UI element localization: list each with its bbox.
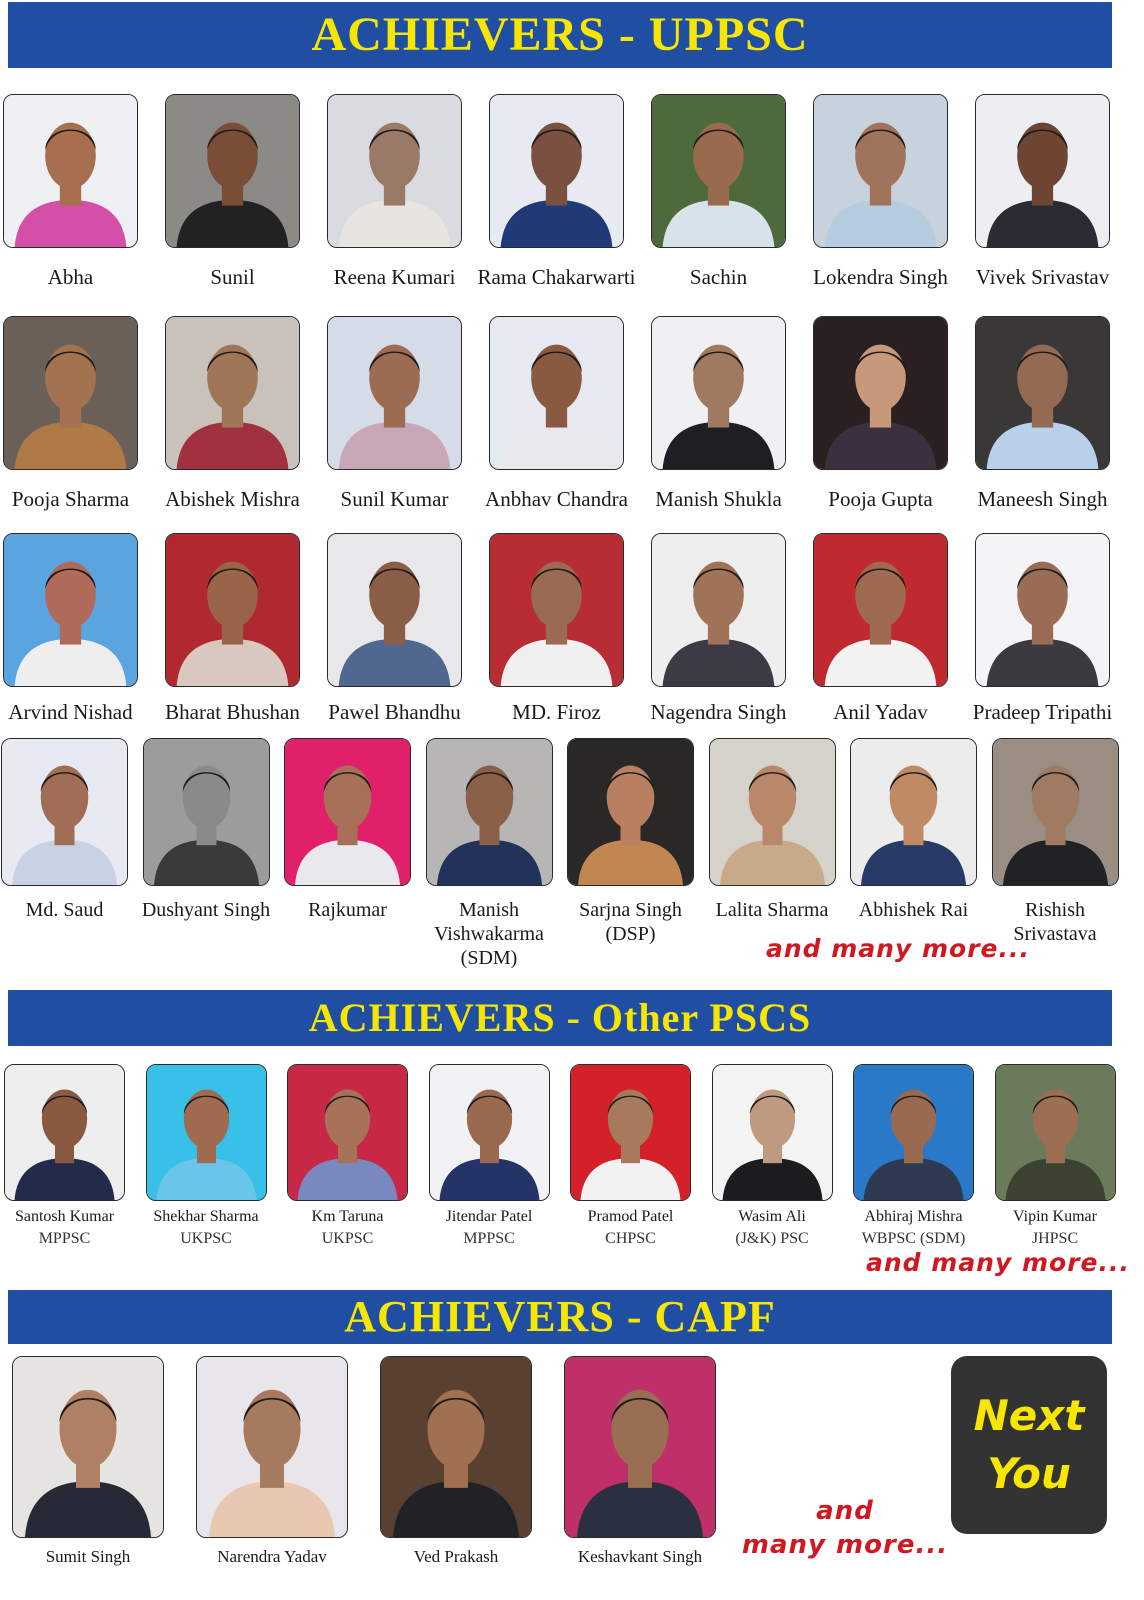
achiever-card <box>429 1064 550 1266</box>
achiever-name-text: Manish <box>459 899 519 921</box>
achiever-photo <box>327 533 462 687</box>
achiever-name-text: Abhiraj Mishra <box>864 1208 963 1225</box>
achiever-photo <box>975 316 1110 470</box>
achiever-name <box>145 699 320 725</box>
achiever-photo <box>146 1064 267 1201</box>
achiever-photo <box>426 738 553 886</box>
achiever-name <box>793 264 968 290</box>
achiever-name <box>0 1546 184 1568</box>
achiever-card <box>4 1064 125 1266</box>
achiever-name-text: Sunil Kumar <box>340 487 449 511</box>
achiever-card <box>651 316 786 546</box>
achiever-subtitle: MPPSC <box>38 1230 91 1247</box>
achiever-subtitle: WBPSC (SDM) <box>861 1230 966 1247</box>
achiever-card <box>813 316 948 546</box>
achiever-card <box>327 94 462 324</box>
achiever-name <box>975 1206 1136 1250</box>
achiever-name-text: Abhishek Rai <box>858 899 969 921</box>
achiever-name-text: Sumit Singh <box>45 1547 131 1566</box>
achiever-photo <box>651 533 786 687</box>
achiever-name-text: Keshavkant Singh <box>577 1547 703 1566</box>
achiever-card <box>850 738 977 958</box>
achiever-name <box>126 1206 287 1250</box>
achiever-name <box>631 699 806 725</box>
achiever-name <box>793 699 968 725</box>
achiever-name-text: Abha <box>47 265 94 289</box>
achiever-card <box>975 316 1110 546</box>
achiever-card <box>1 738 128 958</box>
next-you-box <box>951 1356 1107 1534</box>
achiever-photo <box>165 316 300 470</box>
achiever-name <box>833 1206 994 1250</box>
achiever-card <box>651 533 786 759</box>
achiever-photo <box>995 1064 1116 1201</box>
achiever-name <box>955 264 1130 290</box>
achiever-card <box>995 1064 1116 1266</box>
achiever-card <box>165 94 300 324</box>
achiever-card <box>146 1064 267 1266</box>
achiever-name-text: Sunil <box>210 265 255 289</box>
achiever-photo <box>813 316 948 470</box>
achiever-subtitle: Srivastava <box>1013 923 1097 945</box>
achiever-photo <box>813 94 948 248</box>
achiever-subtitle: UKPSC <box>321 1230 374 1247</box>
achiever-card <box>477 94 636 324</box>
achiever-name-text: Arvind Nishad <box>8 700 133 724</box>
achiever-name-text: Pooja Sharma <box>11 487 130 511</box>
achiever-photo <box>287 1064 408 1201</box>
achiever-card <box>992 738 1119 958</box>
achiever-photo <box>651 94 786 248</box>
achiever-photo <box>380 1356 532 1538</box>
achiever-card <box>564 1356 716 1600</box>
achiever-name-text: Md. Saud <box>25 899 104 921</box>
achiever-photo <box>975 94 1110 248</box>
achiever-name <box>267 1206 428 1250</box>
achiever-card <box>485 316 628 546</box>
achiever-name <box>0 699 158 725</box>
achiever-card <box>426 738 553 969</box>
achiever-subtitle: (DSP) <box>605 923 656 945</box>
achiever-card <box>813 533 948 759</box>
achiever-subtitle: Vishwakarma <box>434 923 544 945</box>
achiever-name-text: Vivek Srivastav <box>975 265 1110 289</box>
achiever-name-text: Ved Prakash <box>413 1547 499 1566</box>
achiever-photo <box>489 316 624 470</box>
achiever-name-text: Sachin <box>689 265 748 289</box>
achiever-name-text: Pradeep Tripathi <box>972 700 1113 724</box>
achiever-photo <box>3 316 138 470</box>
achiever-name <box>955 486 1130 512</box>
achiever-name-text: Narendra Yadav <box>217 1547 327 1566</box>
achiever-photo <box>712 1064 833 1201</box>
achiever-card <box>570 1064 691 1266</box>
achiever-name-text: Pramod Patel <box>587 1208 674 1225</box>
achiever-card <box>287 1064 408 1266</box>
achiever-card <box>284 738 411 958</box>
achiever-name <box>469 486 644 512</box>
capf-more-note <box>740 1494 950 1562</box>
achiever-photo <box>284 738 411 886</box>
achiever-photo <box>489 94 624 248</box>
achiever-card <box>380 1356 532 1600</box>
achiever-name <box>631 264 806 290</box>
achiever-photo <box>564 1356 716 1538</box>
achiever-name-text: Rama Chakarwarti <box>477 265 636 289</box>
achiever-card <box>972 533 1113 759</box>
achiever-name <box>793 486 968 512</box>
achiever-name-text: Km Taruna <box>311 1208 384 1225</box>
achiever-photo <box>850 738 977 886</box>
capf-more-line2: many more... <box>741 1530 949 1560</box>
achiever-card <box>3 94 138 324</box>
achiever-card <box>165 316 300 546</box>
achiever-name <box>307 486 482 512</box>
achiever-name-text: Anil Yadav <box>833 700 928 724</box>
achiever-name-text: Pawel Bhandhu <box>328 700 461 724</box>
achiever-name-text: Rishish <box>1024 899 1086 921</box>
achiever-name-text: Lokendra Singh <box>813 265 948 289</box>
achiever-card <box>813 94 948 324</box>
achiever-photo <box>709 738 836 886</box>
achiever-name-text: Abishek Mishra <box>165 487 300 511</box>
achiever-name-text: Wasim Ali <box>738 1208 806 1225</box>
achiever-card <box>853 1064 974 1266</box>
achiever-name <box>145 264 320 290</box>
achiever-name-text: Sarjna Singh <box>579 899 682 921</box>
achiever-name-text: MD. Firoz <box>512 700 601 724</box>
achiever-card <box>712 1064 833 1266</box>
achiever-photo <box>567 738 694 886</box>
achiever-photo <box>3 533 138 687</box>
achiever-name-text: Rajkumar <box>308 899 387 921</box>
next-you-line2: You <box>987 1449 1071 1498</box>
achiever-name <box>409 1206 570 1250</box>
achiever-name-text: Maneesh Singh <box>977 487 1108 511</box>
achiever-card <box>567 738 694 958</box>
next-you-line1: Next <box>973 1391 1085 1440</box>
achiever-photo <box>12 1356 164 1538</box>
achiever-name <box>176 1546 368 1568</box>
achiever-photo <box>813 533 948 687</box>
achiever-name <box>307 699 482 725</box>
achiever-card <box>975 94 1110 324</box>
section-banner-capf: ACHIEVERS - CAPF <box>8 1290 1112 1344</box>
achiever-name <box>692 1206 853 1250</box>
achiever-name-text: Reena Kumari <box>333 265 456 289</box>
achiever-card <box>165 533 300 759</box>
achiever-name-text: Bharat Bhushan <box>165 700 300 724</box>
achiever-photo <box>429 1064 550 1201</box>
achiever-name-text: Dushyant Singh <box>141 899 271 921</box>
achiever-card <box>709 738 836 958</box>
achiever-photo <box>570 1064 691 1201</box>
achiever-photo <box>489 533 624 687</box>
achiever-photo <box>975 533 1110 687</box>
uppsc-more-note: and many more... <box>766 934 1030 963</box>
achiever-card <box>489 533 624 759</box>
achiever-photo <box>165 94 300 248</box>
achiever-subtitle: JHPSC <box>1031 1230 1079 1247</box>
achiever-subtitle: MPPSC <box>463 1230 515 1247</box>
achiever-name-text: Lalita Sharma <box>715 899 829 921</box>
achiever-card <box>196 1356 348 1600</box>
achiever-card <box>12 1356 164 1600</box>
achiever-photo <box>1 738 128 886</box>
achiever-name-text: Pooja Gupta <box>828 487 933 511</box>
achiever-card <box>143 738 270 958</box>
achiever-name-text: Shekhar Sharma <box>153 1208 259 1225</box>
achiever-photo <box>853 1064 974 1201</box>
section-banner-other-pscs: ACHIEVERS - Other PSCS <box>8 990 1112 1046</box>
achiever-card <box>327 533 462 759</box>
achiever-card <box>327 316 462 546</box>
achiever-subtitle-2: (SDM) <box>460 947 518 969</box>
achiever-subtitle: CHPSC <box>605 1230 656 1247</box>
achiever-name <box>0 486 158 512</box>
achiever-subtitle: UKPSC <box>180 1230 232 1247</box>
achiever-name <box>0 1206 145 1250</box>
achiever-card <box>3 316 138 546</box>
achiever-name-text: Jitendar Patel <box>445 1208 533 1225</box>
achiever-name <box>145 486 320 512</box>
achiever-name <box>469 264 644 290</box>
section-banner-uppsc: ACHIEVERS - UPPSC <box>8 2 1112 68</box>
achiever-photo <box>327 316 462 470</box>
achiever-name <box>360 1546 552 1568</box>
achiever-name <box>307 264 482 290</box>
achiever-name <box>631 486 806 512</box>
achiever-photo <box>992 738 1119 886</box>
achiever-photo <box>327 94 462 248</box>
achiever-photo <box>165 533 300 687</box>
achiever-photo <box>3 94 138 248</box>
achiever-name <box>955 699 1130 725</box>
achiever-name-text: Santosh Kumar <box>14 1208 115 1225</box>
achiever-card <box>3 533 138 759</box>
achiever-name-text: Vipin Kumar <box>1013 1208 1097 1225</box>
achiever-name <box>469 699 644 725</box>
capf-more-line1: and <box>816 1496 874 1526</box>
achiever-subtitle: (J&K) PSC <box>735 1230 809 1247</box>
achiever-name-text: Manish Shukla <box>655 487 782 511</box>
achiever-card <box>651 94 786 324</box>
achiever-name <box>544 1546 736 1568</box>
achiever-name-text: Nagendra Singh <box>650 700 787 724</box>
achiever-photo <box>143 738 270 886</box>
achiever-name-text: Anbhav Chandra <box>485 487 628 511</box>
achiever-name <box>550 1206 711 1250</box>
achiever-photo <box>651 316 786 470</box>
achiever-photo <box>196 1356 348 1538</box>
achiever-name <box>0 264 158 290</box>
other-more-note: and many more... <box>866 1248 1130 1277</box>
achiever-photo <box>4 1064 125 1201</box>
